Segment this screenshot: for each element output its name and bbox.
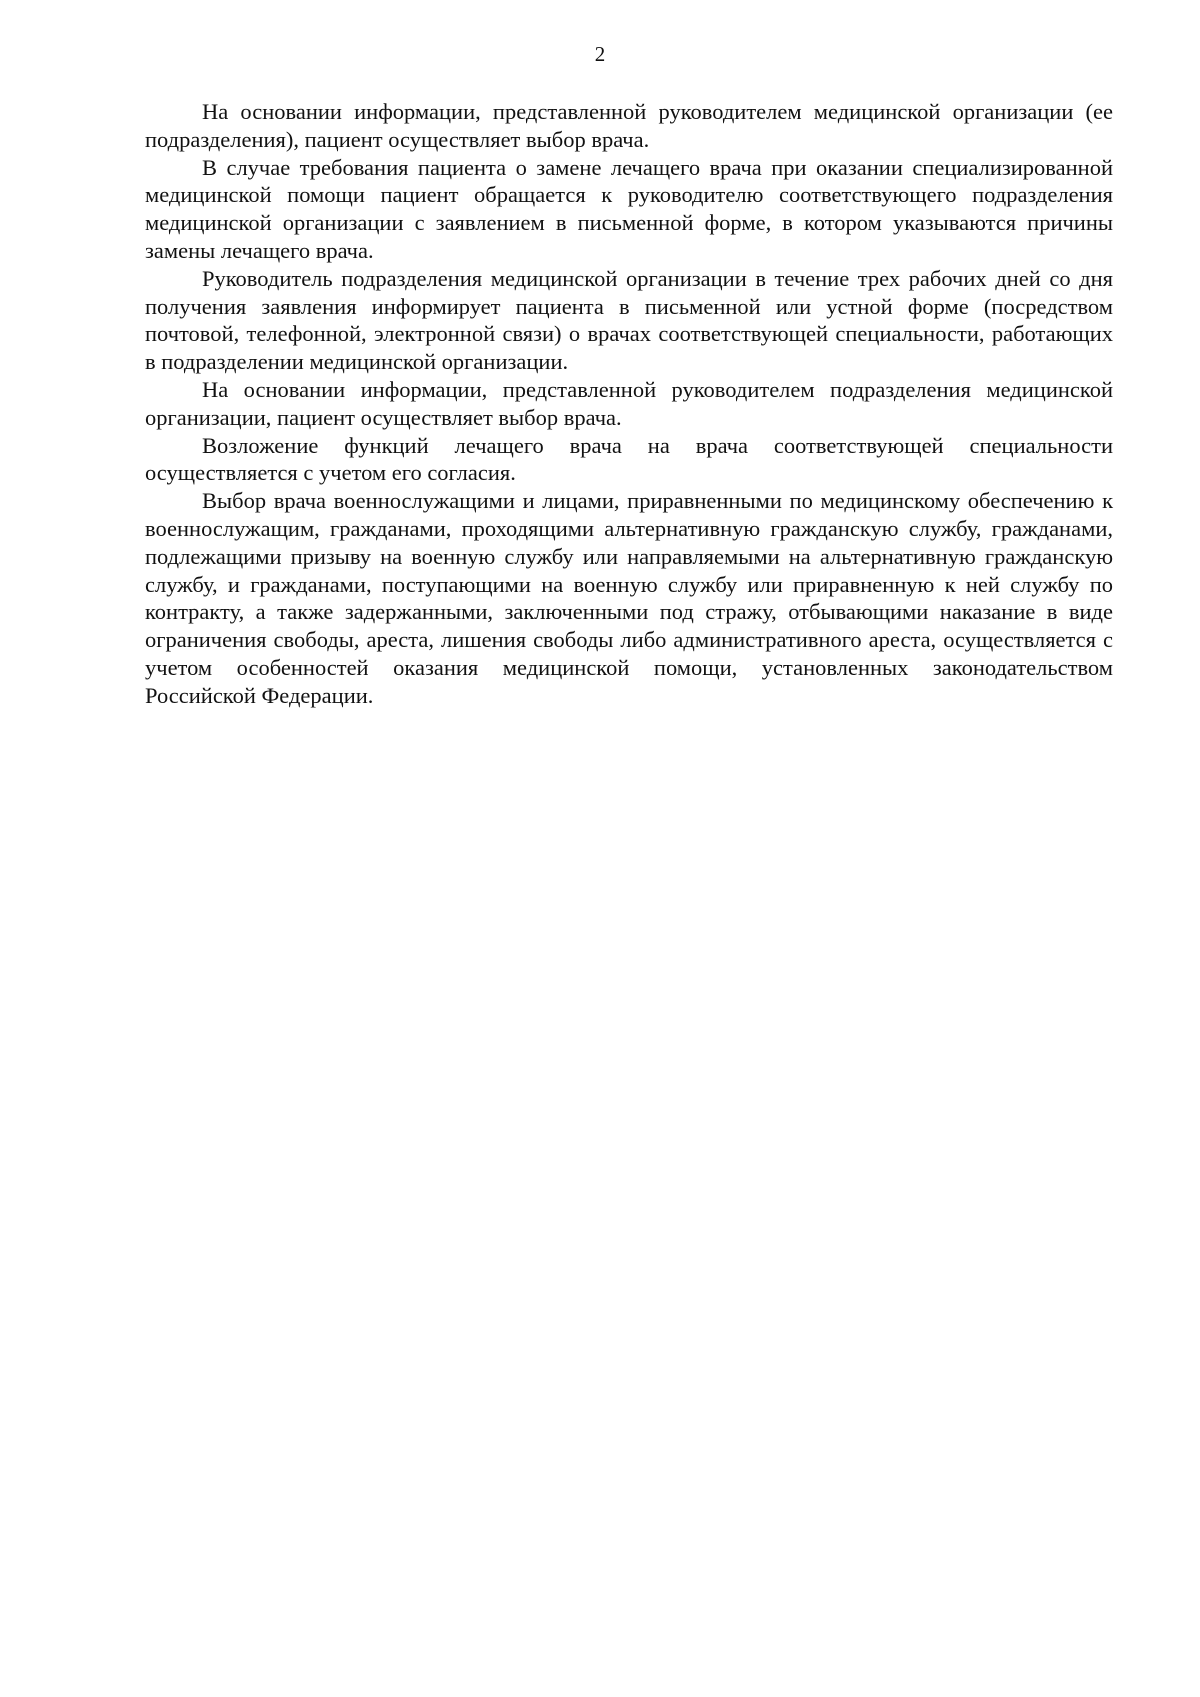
paragraph-military-persons: Выбор врача военнослужащими и лицами, приравненными по медицинскому обеспечению к военнослужащим, гражданами, проходящими альтернативную гражданскую службу, гражданами, подлежащими призыву на военную службу или направляемыми на альтернативную гражданскую службу, и гражданами, поступающими на военную службу или приравненную к ней службу по контракту, а также задержанными, заключенными под стражу, отбывающими наказание в виде ограничения свободы, ареста, лишения свободы либо административного ареста, осуществляется с учетом особенностей оказания медицинской помощи, установленных законодательством Российской Федерации. [145, 488, 1113, 708]
paragraph-head-informs-patient: Руководитель подразделения медицинской организации в течение трех рабочих дней со дня получения заявления информирует пациента в письменной или устной форме (посредством почтовой, телефонной, электронной связи) о врачах соответствующей специальности, работающих в подразделении медицинской организации. [145, 265, 1113, 375]
paragraph-choice-by-info: На основании информации, представленной руководителем подразделения медицинской организации, пациент осуществляет выбор врача. [145, 376, 1113, 430]
page-number: 2 [594, 42, 606, 66]
paragraph-consent: Возложение функций лечащего врача на врача соответствующей специальности осуществляется с учетом его согласия. [145, 432, 1113, 486]
paragraph-doctor-choice: На основании информации, представленной руководителем медицинской организации (ее подразделения), пациент осуществляет выбор врача. [145, 99, 1113, 152]
paragraph-replacement-request: В случае требования пациента о замене лечащего врача при оказании специализированной медицинской помощи пациент обращается к руководителю соответствующего подразделения медицинской организации с заявлением в письменной форме, в котором указываются причины замены лечащего врача. [145, 154, 1113, 263]
document-body [145, 98, 1113, 710]
